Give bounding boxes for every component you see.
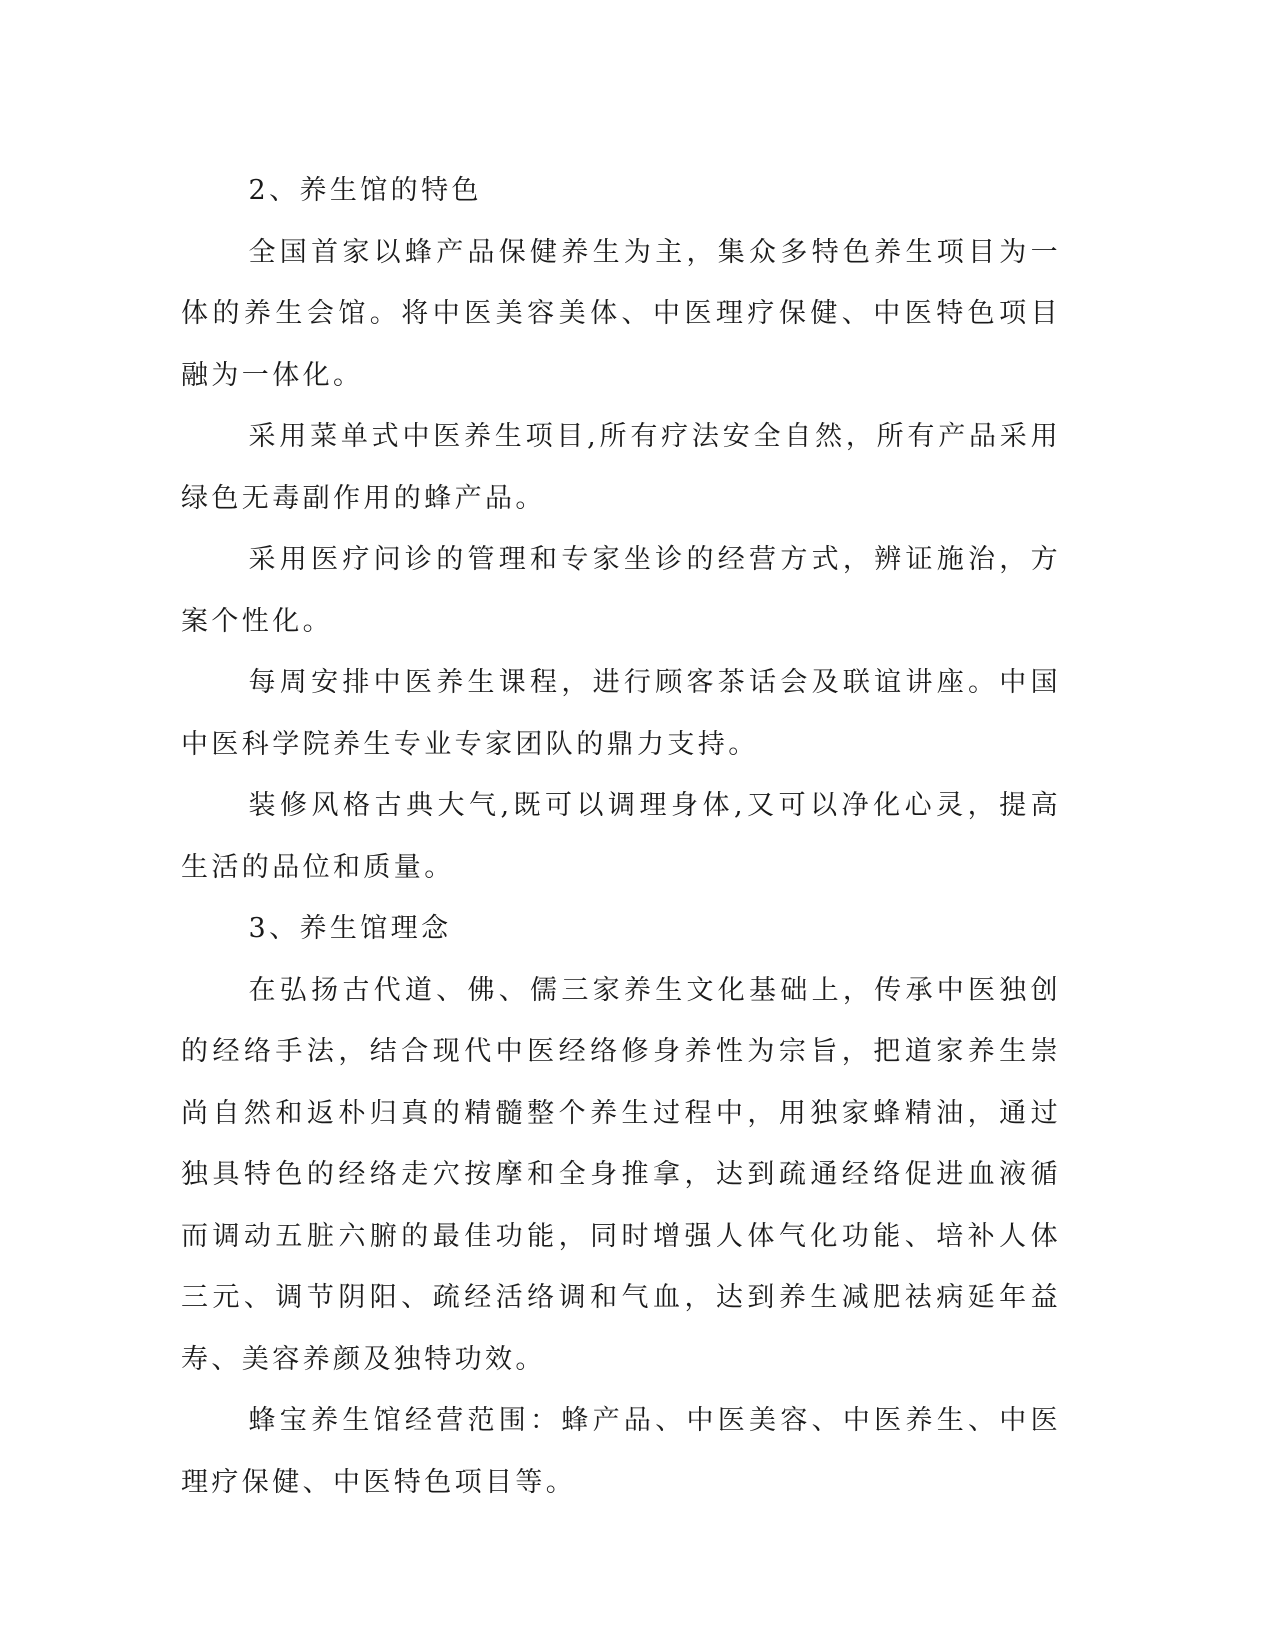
document-body (181, 160, 1061, 1513)
paragraph-menu-projects: 采用菜单式中医养生项目,所有疗法安全自然，所有产品采用绿色无毒副作用的蜂产品。 (181, 421, 1061, 514)
paragraph-decoration-style: 装修风格古典大气,既可以调理身体,又可以净化心灵，提高生活的品位和质量。 (181, 790, 1061, 883)
section-heading-philosophy: 3、养生馆理念 (248, 913, 452, 944)
section-heading-features: 2、养生馆的特色 (248, 175, 482, 206)
paragraph-business-scope: 蜂宝养生馆经营范围：蜂产品、中医美容、中医养生、中医理疗保健、中医特色项目等。 (181, 1405, 1061, 1498)
paragraph-medical-consultation: 采用医疗问诊的管理和专家坐诊的经营方式，辨证施治，方案个性化。 (181, 544, 1061, 637)
paragraph-weekly-courses: 每周安排中医养生课程，进行顾客茶话会及联谊讲座。中国中医科学院养生专业专家团队的鼎力支持。 (181, 667, 1061, 760)
paragraph-philosophy: 在弘扬古代道、佛、儒三家养生文化基础上，传承中医独创的经络手法，结合现代中医经络修身养性为宗旨，把道家养生崇尚自然和返朴归真的精髓整个养生过程中，用独家蜂精油，通过独具特色的经络走穴按摩和全身推拿，达到疏通经络促进血液循而调动五脏六腑的最佳功能，同时增强人体气化功能、培补人体三元、调节阴阳、疏经活络调和气血，达到养生减肥祛病延年益寿、美容养颜及独特功效。 (181, 974, 1061, 1375)
paragraph-first-in-nation: 全国首家以蜂产品保健养生为主，集众多特色养生项目为一体的养生会馆。将中医美容美体、中医理疗保健、中医特色项目融为一体化。 (181, 236, 1061, 391)
